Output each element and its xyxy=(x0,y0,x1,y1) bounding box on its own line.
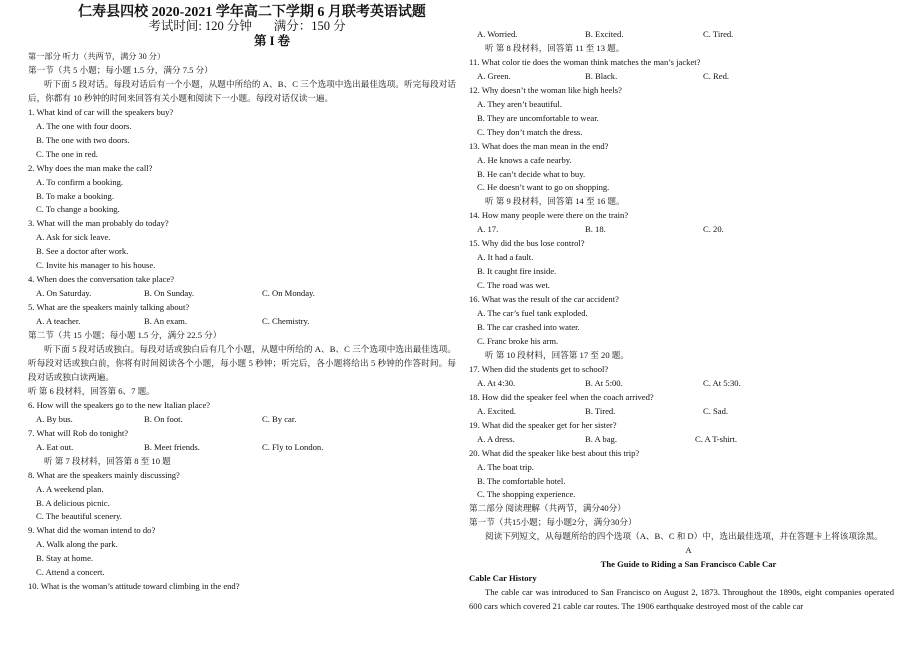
option: B. Tired. xyxy=(585,405,616,416)
question-6: 6. How will the speakers go to the new Italian place? xyxy=(28,399,211,410)
question-12: 12. Why doesn’t the woman like high heels? xyxy=(469,84,622,95)
part1-section1: 第一节（共 5 小题；每小题 1.5 分，满分 7.5 分） xyxy=(28,64,213,75)
option: B. On Sunday. xyxy=(144,288,195,299)
option: C. A T-shirt. xyxy=(695,433,738,444)
listen-material-9: 听 第 9 段材料，回答第 14 至 16 题。 xyxy=(485,196,625,207)
passage-paragraph: The cable car was introduced to San Francisco on August 2, 1873. Throughout the 1890s, eight companies operated 600 cars which covered 21 cable car routes. The 1906 earthquake destroyed most of the cable car xyxy=(469,587,894,612)
right-column xyxy=(469,0,894,614)
exam-info xyxy=(28,20,456,32)
option: C. Red. xyxy=(703,70,730,81)
option: A. By bus. xyxy=(36,413,73,424)
option: A. A dress. xyxy=(477,433,515,444)
option: B. A delicious picnic. xyxy=(36,497,110,508)
option: C. He doesn’t want to go on shopping. xyxy=(477,182,610,193)
exam-score: 满分：150 分 xyxy=(273,19,346,33)
option: A. It had a fault. xyxy=(477,252,534,263)
part2-section1: 第一节（共15小题；每小题2分，满分30分） xyxy=(469,517,637,528)
option: B. 18. xyxy=(585,224,606,235)
option: C. Tired. xyxy=(703,29,734,39)
option: B. They are uncomfortable to wear. xyxy=(477,112,599,123)
option: B. He can’t decide what to buy. xyxy=(477,168,586,179)
volume-heading: 第 I 卷 xyxy=(253,34,291,48)
options-row xyxy=(469,223,894,237)
option: B. An exam. xyxy=(144,316,187,327)
part2-instructions: 阅读下列短文，从每题所给的四个选项（A、B、C 和 D）中，选出最佳选项，并在答题卡上将该项涂黑。 xyxy=(485,531,883,542)
part2-heading: 第二部分 阅读理解（共两节，满分40分） xyxy=(469,503,626,514)
options-row xyxy=(28,413,456,427)
question-5: 5. What are the speakers mainly talking about? xyxy=(28,302,190,313)
listen-material-6: 听 第 6 段材料，回答第 6、7 题。 xyxy=(28,385,155,396)
option: C. The shopping experience. xyxy=(477,489,576,500)
option: A. Excited. xyxy=(477,405,516,416)
option: C. At 5:30. xyxy=(703,377,741,388)
option: B. Meet friends. xyxy=(144,441,200,452)
option: C. The road was wet. xyxy=(477,280,550,291)
question-7: 7. What will Rob do tonight? xyxy=(28,427,129,438)
option: B. A bag. xyxy=(585,433,617,444)
option: C. Attend a concert. xyxy=(36,567,105,578)
option: C. The beautiful scenery. xyxy=(36,511,122,522)
listen-material-8: 听 第 8 段材料，回答第 11 至 13 题。 xyxy=(485,42,625,53)
question-1: 1. What kind of car will the speakers buy? xyxy=(28,106,174,117)
options-row xyxy=(469,377,894,391)
question-2: 2. Why does the man make the call? xyxy=(28,162,153,173)
option: C. Chemistry. xyxy=(262,316,310,327)
part1-section2: 第二节（共 15 小题；每小题 1.5 分，满分 22.5 分） xyxy=(28,330,222,341)
section-title: Cable Car History xyxy=(469,573,537,584)
option: B. Excited. xyxy=(585,29,624,39)
exam-title: 仁寿县四校 2020-2021 学年高二下学期 6 月联考英语试题 xyxy=(78,5,426,20)
option: A. A weekend plan. xyxy=(36,483,104,494)
option: A. Eat out. xyxy=(36,441,74,452)
question-10: 10. What is the woman’s attitude toward climbing in the end? xyxy=(28,581,240,592)
option: B. Black. xyxy=(585,70,618,81)
question-13: 13. What does the man mean in the end? xyxy=(469,140,609,151)
question-3: 3. What will the man probably do today? xyxy=(28,218,169,229)
options-row xyxy=(469,433,894,447)
option: A. 17. xyxy=(477,224,499,235)
options-row xyxy=(28,315,456,329)
question-18: 18. How did the speaker feel when the coach arrived? xyxy=(469,391,654,402)
option: C. Fly to London. xyxy=(262,441,324,452)
option: A. The boat trip. xyxy=(477,461,534,472)
options-row xyxy=(28,287,456,301)
option: C. To change a booking. xyxy=(36,204,120,215)
option: A. To confirm a booking. xyxy=(36,176,124,187)
listen-material-7: 听 第 7 段材料，回答第 8 至 10 题 xyxy=(44,455,171,466)
question-17: 17. When did the students get to school? xyxy=(469,363,609,374)
option: B. To make a booking. xyxy=(36,190,115,201)
part1-section1-instructions: 听下面 5 段对话。每段对话后有一个小题，从题中所给的 A、B、C 三个选项中选出最佳选项。听完每段对话后，你都有 10 秒钟的时间来回答有关小题和阅读下一小题。每段对话仅读一遍。 xyxy=(28,78,456,103)
option: B. See a doctor after work. xyxy=(36,246,129,257)
option: A. The car’s fuel tank exploded. xyxy=(477,308,588,319)
question-8: 8. What are the speakers mainly discussing? xyxy=(28,469,180,480)
option: A. Worried. xyxy=(477,29,518,39)
left-column xyxy=(28,0,456,594)
option: B. On foot. xyxy=(144,413,183,424)
passage-label: A xyxy=(685,545,692,556)
option: C. On Monday. xyxy=(262,288,315,299)
options-row xyxy=(469,405,894,419)
question-16: 16. What was the result of the car accident? xyxy=(469,294,619,305)
option: A. The one with four doors. xyxy=(36,120,132,131)
listen-material-10: 听 第 10 段材料，回答第 17 至 20 题。 xyxy=(485,349,629,360)
question-9: 9. What did the woman intend to do? xyxy=(28,525,156,536)
option: C. Sad. xyxy=(703,405,729,416)
option: C. By car. xyxy=(262,413,297,424)
option: A. He knows a cafe nearby. xyxy=(477,154,572,165)
option: B. The comfortable hotel. xyxy=(477,475,566,486)
option: C. They don’t match the dress. xyxy=(477,126,583,137)
option: A. Green. xyxy=(477,70,511,81)
exam-time: 考试时间: 120 分钟 xyxy=(148,19,252,33)
question-20: 20. What did the speaker like best about this trip? xyxy=(469,447,640,458)
option: C. Franc broke his arm. xyxy=(477,335,559,346)
option: A. On Saturday. xyxy=(36,288,92,299)
question-4: 4. When does the conversation take place? xyxy=(28,274,175,285)
question-14: 14. How many people were there on the train? xyxy=(469,210,629,221)
option: A. They aren’t beautiful. xyxy=(477,98,562,109)
option: B. Stay at home. xyxy=(36,553,94,564)
question-15: 15. Why did the bus lose control? xyxy=(469,238,585,249)
option: B. The car crashed into water. xyxy=(477,322,580,333)
option: A. Walk along the park. xyxy=(36,539,118,550)
options-row xyxy=(28,441,456,455)
part1-section2-instructions: 听下面 5 段对话或独白。每段对话或独白后有几个小题，从题中所给的 A、B、C 三个选项中选出最佳选项。听每段对话或独白前，你将有时间阅读各个小题，每小题 5 秒钟；听完后，各小题将给出 5 秒钟的作答时间。每段对话或独白读两遍。 xyxy=(28,344,456,382)
option: A. Ask for sick leave. xyxy=(36,232,111,243)
question-19: 19. What did the speaker get for her sister? xyxy=(469,419,617,430)
option: C. The one in red. xyxy=(36,148,98,159)
option: B. At 5:00. xyxy=(585,377,623,388)
option: B. The one with two doors. xyxy=(36,134,130,145)
question-11: 11. What color tie does the woman think matches the man’s jacket? xyxy=(469,56,701,67)
option: C. 20. xyxy=(703,224,724,235)
option: C. Invite his manager to his house. xyxy=(36,260,156,271)
part1-heading: 第一部分 听力（共两节，满分 30 分） xyxy=(28,52,166,61)
options-row xyxy=(469,70,894,84)
passage-title: The Guide to Riding a San Francisco Cable Car xyxy=(600,559,777,570)
option: B. It caught fire inside. xyxy=(477,266,557,277)
option: A. A teacher. xyxy=(36,316,81,327)
option: A. At 4:30. xyxy=(477,377,516,388)
options-row xyxy=(469,28,894,42)
